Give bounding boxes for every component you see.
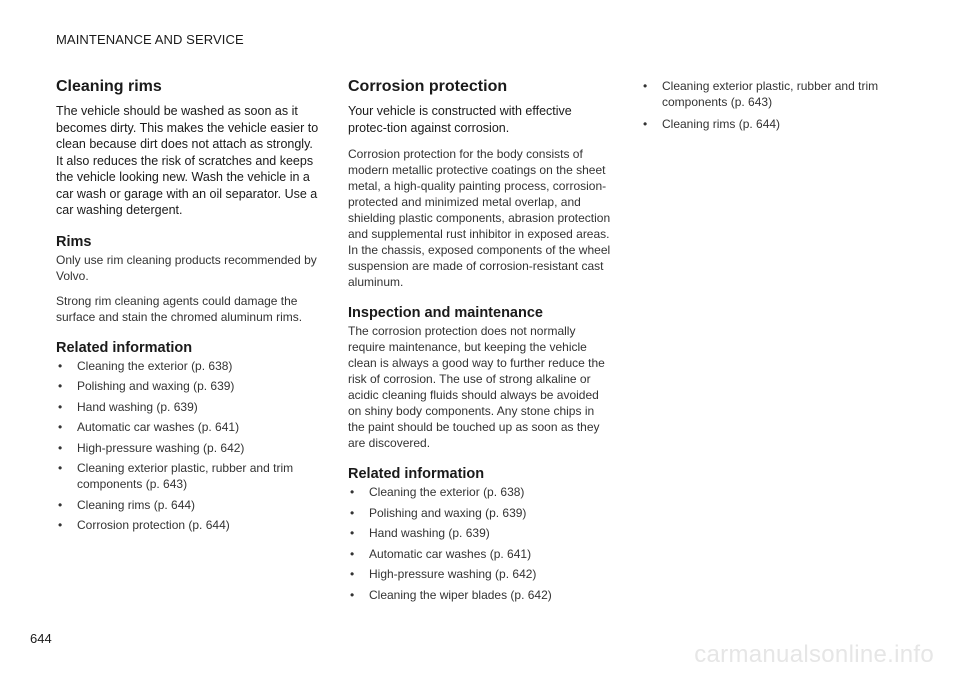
- related-link-item[interactable]: [641, 78, 907, 110]
- article-title: Cleaning rims: [56, 78, 162, 95]
- related-link-item[interactable]: [348, 587, 614, 603]
- section-header: MAINTENANCE AND SERVICE: [56, 32, 244, 47]
- related-link-text: Hand washing (p. 639): [77, 399, 198, 414]
- bullet-icon: •: [350, 485, 355, 499]
- related-links-list: [641, 78, 907, 132]
- related-link-text: Polishing and waxing (p. 639): [369, 505, 527, 520]
- bullet-icon: •: [350, 546, 355, 561]
- rims-heading: Rims: [56, 233, 92, 250]
- related-link-item[interactable]: [56, 419, 322, 435]
- bullet-icon: •: [58, 379, 63, 393]
- page-number: 644: [30, 631, 52, 646]
- article-intro: The vehicle should be washed as soon as it becomes dirty. This makes the vehicle easier to clean because dirt does not attach as strongly. It also reduces the risk of scratches and keeps the vehicle looking new. Wash the vehicle in a car wash or garage with an oil separator. Use a car washing detergent.: [56, 104, 319, 217]
- inspection-heading: Inspection and maintenance: [348, 305, 543, 321]
- related-link-text: Polishing and waxing (p. 639): [77, 379, 235, 393]
- bullet-icon: •: [58, 399, 63, 414]
- bullet-icon: •: [643, 79, 648, 93]
- related-link-item[interactable]: [56, 440, 322, 456]
- related-link-item[interactable]: [56, 358, 322, 374]
- related-link-text: Cleaning the exterior (p. 638): [77, 358, 233, 373]
- related-link-item[interactable]: [641, 116, 907, 132]
- corrosion-body: Corrosion protection for the body consists of modern metallic protective coatings on the sheet metal, a high-quality painting process, corrosion-protected and minimized metal overlap, and shielding plastic components, abrasion protection and supplemental rust inhibitor in exposed areas. In the chassis, exposed components of the wheel suspension are made of corrosion-resistant cast aluminum.: [348, 147, 611, 289]
- related-link-text: High-pressure washing (p. 642): [77, 440, 245, 455]
- related-link-text: Automatic car washes (p. 641): [369, 546, 532, 561]
- related-information-heading: Related information: [56, 339, 193, 356]
- bullet-icon: •: [350, 587, 355, 602]
- related-links-list: [348, 484, 614, 603]
- related-link-item[interactable]: [348, 484, 614, 500]
- related-link-text: High-pressure washing (p. 642): [369, 567, 537, 581]
- article-title: Corrosion protection: [348, 78, 508, 95]
- related-links-continued: [641, 78, 907, 138]
- rims-paragraph: Only use rim cleaning products recommended by Volvo.: [56, 252, 317, 283]
- related-link-text: Corrosion protection (p. 644): [77, 518, 230, 532]
- bullet-icon: •: [58, 420, 63, 434]
- related-link-item[interactable]: [348, 546, 614, 562]
- related-information-heading: Related information: [348, 466, 485, 482]
- bullet-icon: •: [58, 358, 63, 373]
- related-link-text: Cleaning rims (p. 644): [662, 117, 781, 131]
- related-link-text: Hand washing (p. 639): [369, 526, 490, 540]
- related-link-item[interactable]: [56, 460, 322, 492]
- related-link-text: Cleaning rims (p. 644): [77, 497, 196, 512]
- watermark: carmanualsonline.info: [694, 641, 934, 668]
- related-link-item[interactable]: [56, 399, 322, 415]
- bullet-icon: •: [643, 117, 648, 131]
- bullet-icon: •: [350, 567, 355, 581]
- related-link-item[interactable]: [56, 497, 322, 513]
- article-cleaning-rims: [56, 77, 322, 538]
- bullet-icon: •: [58, 518, 63, 532]
- bullet-icon: •: [58, 440, 63, 455]
- bullet-icon: •: [350, 526, 355, 540]
- related-links-list: [56, 358, 322, 534]
- inspection-body: The corrosion protection does not normally require maintenance, but keeping the vehicle clean is always a good way to further reduce the risk of corrosion. The use of strong alkaline or acidic cleaning fluids should always be avoided on shiny body components. Any stone chips in the paint should be touched up as soon as they are discovered.: [348, 324, 605, 450]
- bullet-icon: •: [350, 505, 355, 520]
- related-link-text: Cleaning exterior plastic, rubber and trim components (p. 643): [662, 79, 879, 109]
- article-corrosion-protection: [348, 77, 614, 607]
- rims-paragraph: Strong rim cleaning agents could damage the surface and stain the chromed aluminum rims.: [56, 293, 303, 324]
- article-intro: Your vehicle is constructed with effective protec-tion against corrosion.: [348, 104, 572, 135]
- related-link-text: Cleaning the exterior (p. 638): [369, 485, 525, 499]
- related-link-text: Automatic car washes (p. 641): [77, 420, 240, 434]
- related-link-item[interactable]: [348, 566, 614, 582]
- bullet-icon: •: [58, 461, 63, 475]
- related-link-text: Cleaning the wiper blades (p. 642): [369, 587, 552, 602]
- related-link-item[interactable]: [56, 378, 322, 394]
- related-link-item[interactable]: [348, 505, 614, 521]
- related-link-item[interactable]: [56, 517, 322, 533]
- related-link-item[interactable]: [348, 525, 614, 541]
- bullet-icon: •: [58, 497, 63, 512]
- related-link-text: Cleaning exterior plastic, rubber and trim components (p. 643): [77, 461, 294, 491]
